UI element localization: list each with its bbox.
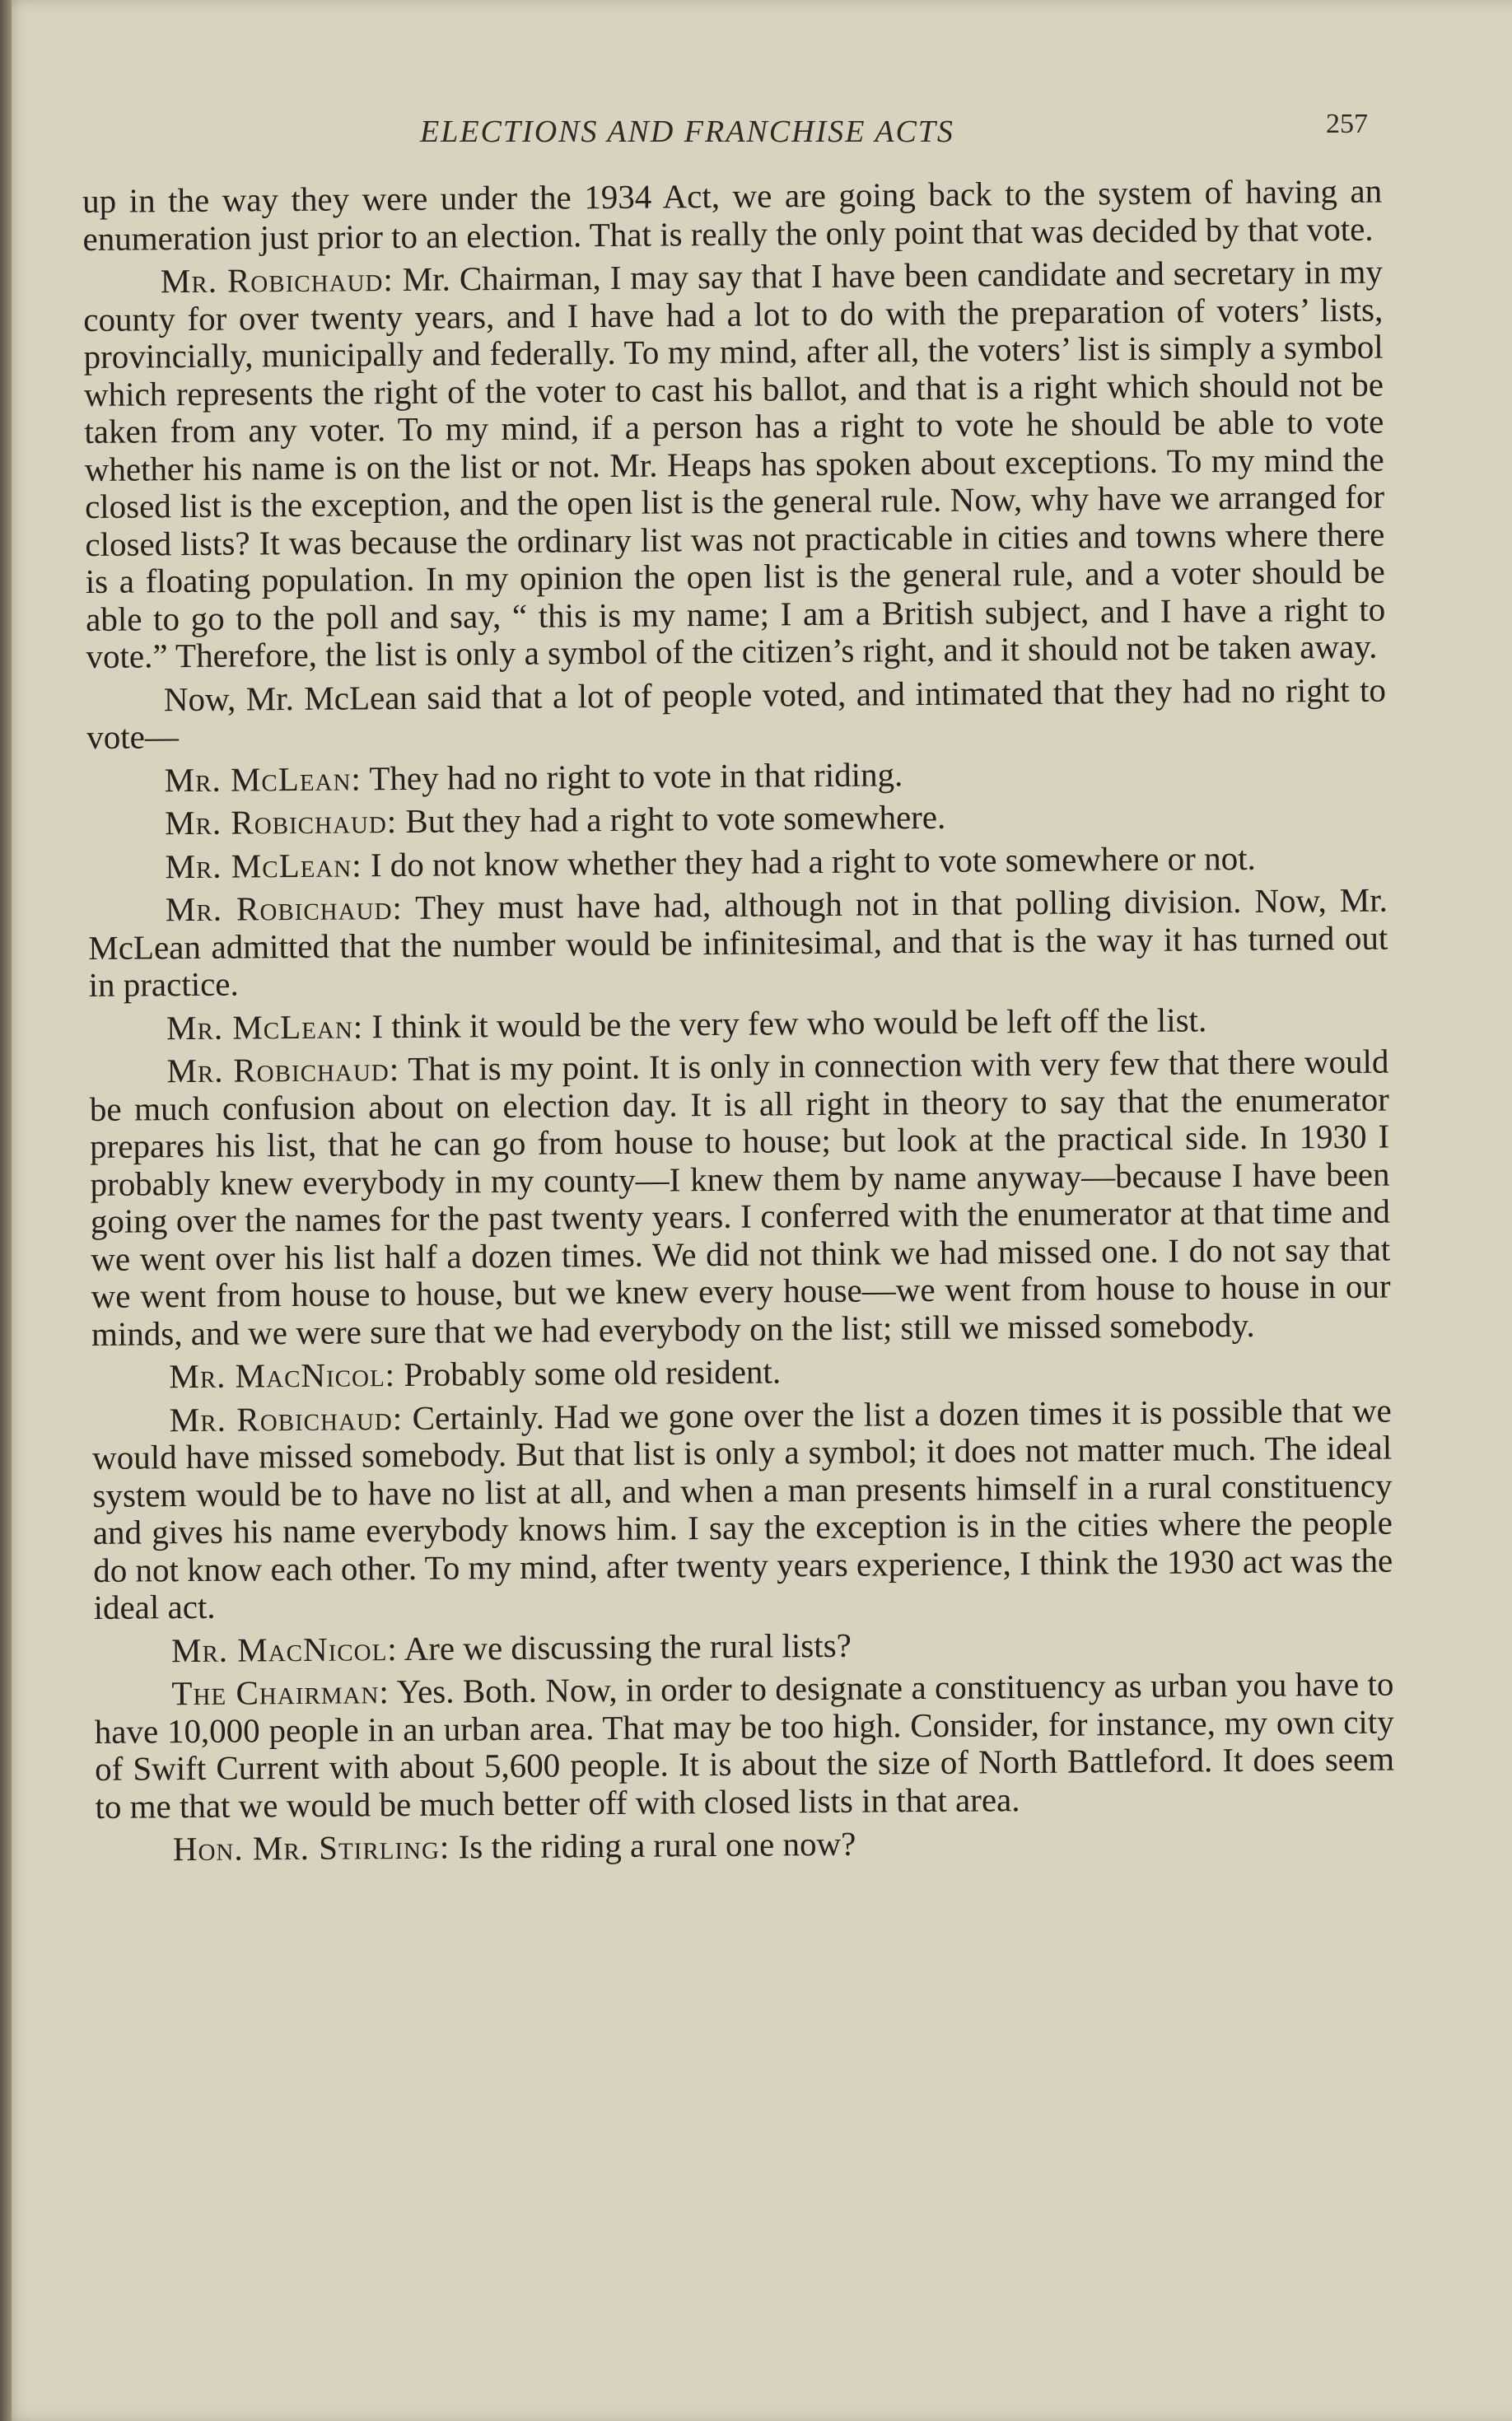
paragraph-text: I do not know whether they had a right to vote somewhere or not. bbox=[362, 838, 1256, 884]
paragraph bbox=[89, 1000, 1388, 1047]
paragraph bbox=[87, 838, 1387, 886]
page-number: 257 bbox=[1326, 109, 1368, 139]
paragraph bbox=[88, 882, 1388, 1005]
paragraph-text: Probably some old resident. bbox=[394, 1352, 782, 1394]
paragraph-text: Certainly. Had we gone over the list a dozen times it is possible that we would have missed somebody. But that list is only a symbol; it does not matter much. The ideal system would be to have no list at all, and when a man presents himself in a rural constituency and gives his name everybody knows him. I say the exception is in the cities where the people do not know each other. To my mind, after twenty years experience, I think the 1930 act was the ideal act. bbox=[91, 1391, 1393, 1626]
paragraph-text: Yes. Both. Now, in order to designate a constituency as urban you have to have 10,000 people in an urban area. That may be too high. Consider, for instance, my own city of Swift Current with about 5,600 people. It is about the size of North Battleford. It does seem to me that we would be much better off with closed lists in that area. bbox=[94, 1664, 1395, 1826]
speaker-name: Mr. McLean: bbox=[166, 1006, 364, 1047]
speaker-name: Mr. Robichaud: bbox=[166, 1050, 400, 1090]
paragraph bbox=[87, 752, 1387, 800]
paragraph-text: Are we discussing the rural lists? bbox=[397, 1626, 852, 1668]
page-header bbox=[0, 109, 1512, 163]
paragraph-text: Now, Mr. McLean said that a lot of people voted, and intimated that they had no right to vote— bbox=[86, 670, 1387, 756]
speaker-name: Mr. Robichaud: bbox=[160, 260, 394, 301]
paragraph bbox=[94, 1622, 1393, 1670]
speaker-name: The Chairman: bbox=[171, 1672, 390, 1713]
book-spine-shadow bbox=[0, 0, 12, 2421]
speaker-name: Hon. Mr. Stirling: bbox=[172, 1827, 450, 1868]
speaker-name: Mr. McLean: bbox=[164, 758, 362, 799]
paragraph bbox=[94, 1666, 1394, 1826]
paragraph-text: Mr. Chairman, I may say that I have been candidate and secretary in my county for over twenty years, and I have had a lot to do with the preparation of voters’ lists, provincially, municipally and federally. To my mind, after all, the voters’ list is simply a symbol which represents the right of the voter to cast his ballot, and that is a right which should not be taken from any voter. To my mind, if a person has a right to vote he should be able to vote whether his name is on the list or not. Mr. Heaps has spoken about exceptions. To my mind the closed list is the exception, and the open list is the general rule. Now, why have we arranged for closed lists? It was because the ordinary list was not practicable in cities and towns where there is a floating population. In my opinion the open list is the general rule, and a voter should be able to go to the poll and say, “ this is my name; I am a British subject, and I have a right to vote.” Therefore, the list is only a symbol of the citizen’s right, and it should not be taken away. bbox=[83, 252, 1386, 675]
paragraph-text: That is my point. It is only in connection with very few that there would be much confusion about on election day. It is all right in theory to say that the enumerator prepares his list, that he can go from house to house; but look at the practical side. In 1930 I probably knew everybody in my county—I knew them by name anyway—because I have been going over the names for the past twenty years. I conferred with the enumerator at that time and we went over his list half a dozen times. We did not think we had missed one. I do not say that we went from house to house, but we knew every house—we went from house to house in our minds, and we were sure that we had everybody on the list; still we missed somebody. bbox=[89, 1042, 1391, 1353]
speaker-name: Mr. MacNicol: bbox=[170, 1629, 398, 1669]
paragraph bbox=[82, 173, 1383, 258]
speaker-name: Mr. Robichaud: bbox=[165, 888, 404, 929]
body-text bbox=[82, 173, 1395, 1869]
paragraph bbox=[87, 795, 1387, 843]
paragraph bbox=[92, 1392, 1393, 1626]
paragraph-text: up in the way they were under the 1934 Act, we are going back to the system of having an enumeration just prior to an election. That is really the only point that was decided by that vote. bbox=[82, 171, 1383, 258]
paragraph bbox=[96, 1822, 1395, 1869]
paragraph bbox=[91, 1349, 1391, 1397]
speaker-name: Mr. Robichaud: bbox=[169, 1398, 404, 1439]
paragraph-text: I think it would be the very few who would be left off the list. bbox=[363, 1000, 1207, 1045]
speaker-name: Mr. MacNicol: bbox=[169, 1355, 396, 1396]
paragraph bbox=[86, 671, 1387, 756]
speaker-name: Mr. Robichaud: bbox=[164, 802, 398, 842]
paragraph-text: Is the riding a rural one now? bbox=[450, 1824, 856, 1866]
paragraph-text: But they had a right to vote somewhere. bbox=[397, 797, 946, 841]
paragraph-text: They had no right to vote in that riding. bbox=[361, 754, 903, 797]
speaker-name: Mr. McLean: bbox=[165, 845, 362, 885]
paragraph bbox=[83, 254, 1386, 676]
paragraph bbox=[89, 1043, 1391, 1353]
paragraph-text: They must have had, although not in that polling division. Now, Mr. McLean admitted that the number would be infinitesimal, and that is the way it has turned out in practice. bbox=[88, 880, 1388, 1004]
running-title: ELECTIONS AND FRANCHISE ACTS bbox=[420, 114, 954, 149]
